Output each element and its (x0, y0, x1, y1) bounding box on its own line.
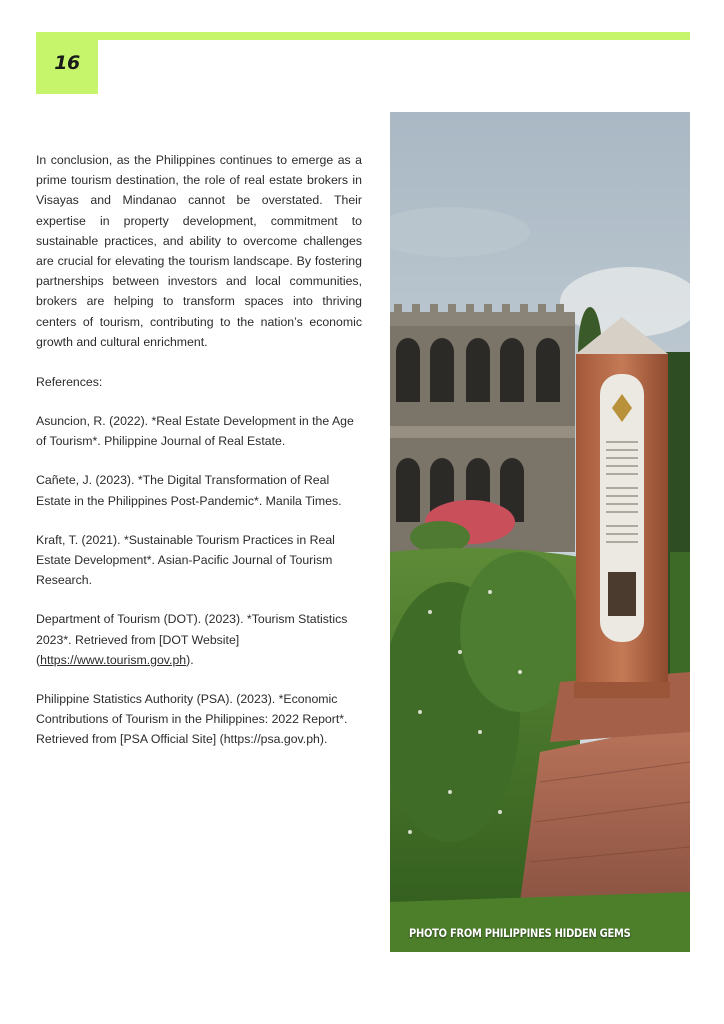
page-number: 16 (54, 52, 80, 74)
reference-text: Department of Tourism (DOT). (2023). *Tourism Statistics 2023*. Retrieved from [DOT Website] ( (36, 612, 348, 667)
reference-item (36, 609, 362, 670)
reference-item: Cañete, J. (2023). *The Digital Transformation of Real Estate in the Philippines Post-Pandemic*. Manila Times. (36, 473, 342, 508)
reference-item: Kraft, T. (2021). *Sustainable Tourism Practices in Real Estate Development*. Asian-Pacific Journal of Tourism Research. (36, 532, 335, 588)
ruins-photo-illustration (390, 112, 690, 952)
conclusion-paragraph: In conclusion, as the Philippines continues to emerge as a prime tourism destination, the role of real estate brokers in Visayas and Mindanao cannot be overstated. Their expertise in property development, commitment to sustainable practices, and ability to overcome challenges are crucial for elevating the tourism landscape. By fostering partnerships between investors and local communities, brokers are helping to transform spaces into thriving centers of tourism, contributing to the nation’s economic growth and cultural enrichment. (36, 153, 362, 349)
tourism-website-link[interactable]: https://www.tourism.gov.ph (40, 652, 187, 667)
reference-text: ). (186, 652, 194, 667)
reference-item: Philippine Statistics Authority (PSA). (2023). *Economic Contributions of Tourism in the Philippines: 2022 Report*. Retrieved from [PSA Official Site] (https://psa.gov.ph). (36, 692, 348, 747)
ruins-photo (390, 112, 690, 952)
top-accent-stripe (36, 32, 690, 40)
reference-item: Asuncion, R. (2022). *Real Estate Development in the Age of Tourism*. Philippine Journal of Real Estate. (36, 414, 354, 449)
photo-caption: PHOTO FROM PHILIPPINES HIDDEN GEMS (409, 926, 631, 940)
main-text-column (36, 150, 362, 750)
page-number-badge (36, 32, 98, 94)
references-heading: References: (36, 375, 103, 390)
